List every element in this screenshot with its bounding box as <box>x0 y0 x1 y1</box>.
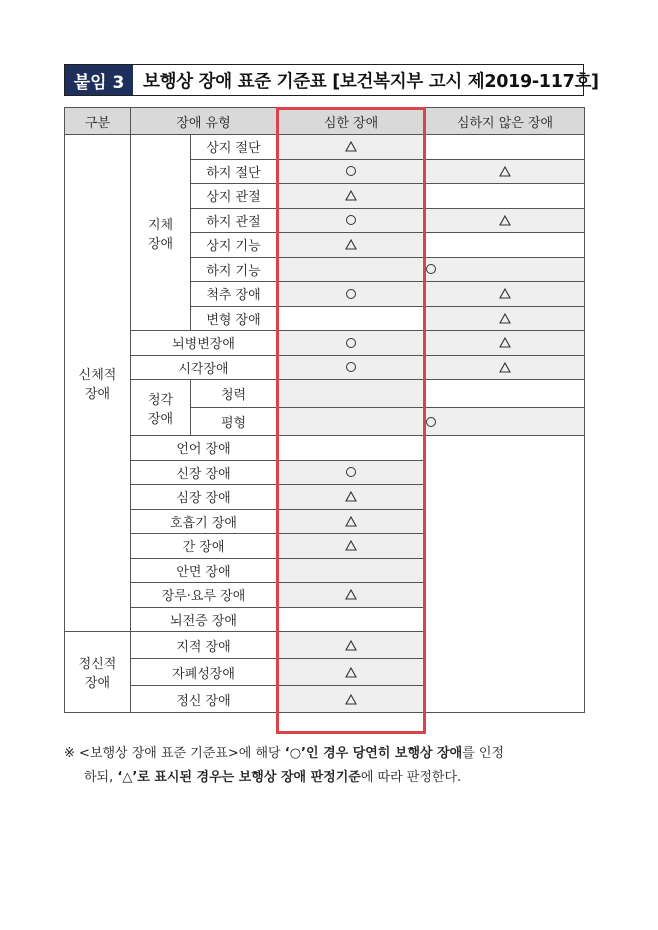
standard-table <box>64 107 585 713</box>
note-bold-2: ‘△’로 표시된 경우는 보행상 장애 판정기준 <box>117 770 361 785</box>
severe-cell <box>277 558 426 583</box>
group-hearing: 청각 장애 <box>131 380 191 436</box>
row-label: 시각장애 <box>131 355 277 380</box>
triangle-mark-icon <box>499 288 511 299</box>
mild-cell <box>426 380 585 408</box>
circle-mark-icon <box>346 215 356 225</box>
triangle-mark-icon <box>499 166 511 177</box>
row-label: 심장 장애 <box>131 485 277 510</box>
circle-mark-icon <box>426 417 436 427</box>
note-part-1: <보행상 장애 표준 기준표>에 해당 <box>79 746 281 761</box>
triangle-mark-icon <box>345 640 357 651</box>
severe-cell <box>277 436 426 461</box>
severe-cell <box>277 331 426 356</box>
severe-cell <box>277 135 426 160</box>
severe-cell <box>277 380 426 408</box>
row-label: 뇌병변장애 <box>131 331 277 356</box>
row-label: 정신 장애 <box>131 686 277 713</box>
triangle-mark-icon <box>345 491 357 502</box>
severe-cell <box>277 233 426 258</box>
header-mild: 심하지 않은 장애 <box>426 108 585 135</box>
row-label: 하지 관절 <box>191 208 277 233</box>
triangle-mark-icon <box>345 516 357 527</box>
triangle-mark-icon <box>499 215 511 226</box>
row-label: 청력 <box>191 380 277 408</box>
group-mental: 정신적 장애 <box>65 632 131 713</box>
severe-cell <box>277 659 426 686</box>
mild-cell <box>426 184 585 209</box>
row-label: 하지 절단 <box>191 159 277 184</box>
triangle-mark-icon <box>499 337 511 348</box>
severe-cell <box>277 208 426 233</box>
table-row <box>65 355 585 380</box>
triangle-mark-icon <box>345 141 357 152</box>
title-box <box>64 64 599 96</box>
row-label: 상지 기능 <box>191 233 277 258</box>
row-label: 간 장애 <box>131 534 277 559</box>
mild-cell <box>426 159 585 184</box>
mild-cell <box>426 135 585 160</box>
table-row <box>65 380 585 408</box>
row-label: 상지 관절 <box>191 184 277 209</box>
severe-cell <box>277 355 426 380</box>
title-tag: 붙임 3 <box>65 65 133 95</box>
row-label: 신장 장애 <box>131 460 277 485</box>
severe-cell <box>277 306 426 331</box>
severe-cell <box>277 509 426 534</box>
triangle-mark-icon <box>345 239 357 250</box>
circle-mark-icon <box>426 264 436 274</box>
note-part-4: 에 따라 판정한다. <box>360 770 462 785</box>
row-label: 평형 <box>191 408 277 436</box>
severe-cell <box>277 460 426 485</box>
mild-cell <box>426 233 585 258</box>
row-label: 지적 장애 <box>131 632 277 659</box>
table-row <box>65 331 585 356</box>
circle-mark-icon <box>346 338 356 348</box>
severe-cell <box>277 159 426 184</box>
mild-cell <box>426 282 585 307</box>
triangle-mark-icon <box>499 313 511 324</box>
mild-cell <box>426 306 585 331</box>
mild-empty-block <box>426 436 585 713</box>
table-header-row <box>65 108 585 135</box>
mild-cell <box>426 208 585 233</box>
triangle-mark-icon <box>345 694 357 705</box>
header-type: 장애 유형 <box>131 108 277 135</box>
row-label: 호흡기 장애 <box>131 509 277 534</box>
severe-cell <box>277 184 426 209</box>
mild-cell <box>426 257 585 282</box>
footnote <box>64 742 594 790</box>
note-mark: ※ <box>64 746 75 761</box>
row-label: 척추 장애 <box>191 282 277 307</box>
note-bold-1: ‘○’인 경우 당연히 보행상 장애 <box>284 746 463 761</box>
table-row <box>65 135 585 160</box>
mild-cell <box>426 355 585 380</box>
row-label: 변형 장애 <box>191 306 277 331</box>
severe-cell <box>277 534 426 559</box>
triangle-mark-icon <box>345 190 357 201</box>
severe-cell <box>277 583 426 608</box>
row-label: 언어 장애 <box>131 436 277 461</box>
group-limb: 지체 장애 <box>131 135 191 331</box>
page-title: 보행상 장애 표준 기준표 [보건복지부 고시 제2019-117호] <box>143 71 599 92</box>
header-category: 구분 <box>65 108 131 135</box>
row-label: 장루·요루 장애 <box>131 583 277 608</box>
row-label: 뇌전증 장애 <box>131 607 277 632</box>
row-label: 하지 기능 <box>191 257 277 282</box>
severe-cell <box>277 257 426 282</box>
mild-cell <box>426 408 585 436</box>
circle-mark-icon <box>346 166 356 176</box>
severe-cell <box>277 686 426 713</box>
severe-cell <box>277 607 426 632</box>
note-part-3: 하되, <box>84 770 114 785</box>
severe-cell <box>277 408 426 436</box>
row-label: 안면 장애 <box>131 558 277 583</box>
triangle-mark-icon <box>499 362 511 373</box>
header-severe: 심한 장애 <box>277 108 426 135</box>
severe-cell <box>277 485 426 510</box>
severe-cell <box>277 282 426 307</box>
triangle-mark-icon <box>345 540 357 551</box>
triangle-mark-icon <box>345 589 357 600</box>
circle-mark-icon <box>346 362 356 372</box>
circle-mark-icon <box>346 467 356 477</box>
row-label: 상지 절단 <box>191 135 277 160</box>
severe-cell <box>277 632 426 659</box>
circle-mark-icon <box>346 289 356 299</box>
note-part-2: 를 인정 <box>462 746 505 761</box>
group-physical: 신체적 장애 <box>65 135 131 632</box>
table-row <box>65 436 585 461</box>
row-label: 자폐성장애 <box>131 659 277 686</box>
triangle-mark-icon <box>345 667 357 678</box>
mild-cell <box>426 331 585 356</box>
